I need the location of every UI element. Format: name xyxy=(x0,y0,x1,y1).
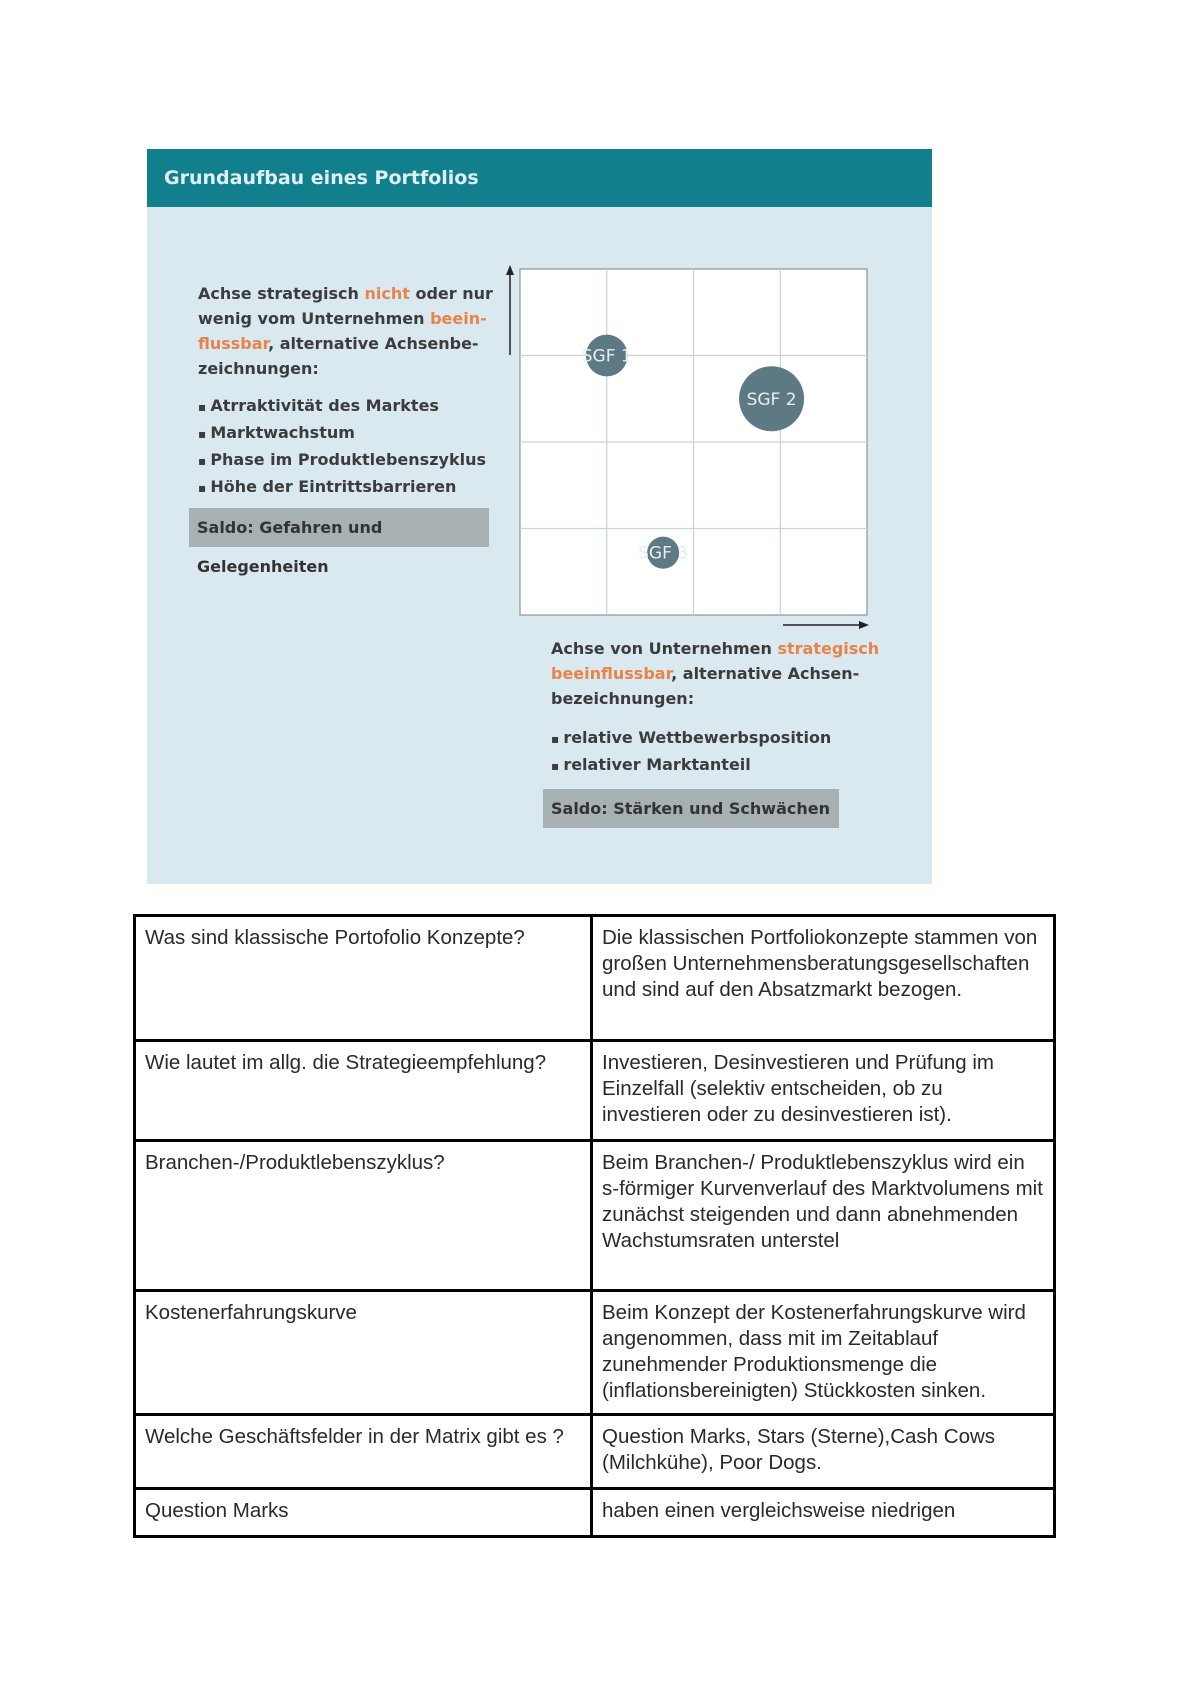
table-row xyxy=(135,1291,1055,1415)
y-axis-highlight-nicht: nicht xyxy=(364,284,410,303)
x-saldo-box: Saldo: Stärken und Schwächen xyxy=(543,789,839,828)
table-row xyxy=(135,1041,1055,1141)
y-axis-text-part1: Achse strategisch xyxy=(198,284,365,303)
list-item: ▪ Phase im Produktlebenszyklus xyxy=(198,447,486,474)
y-saldo-box: Saldo: Gefahren und Gelegenheiten xyxy=(189,508,489,547)
x-axis-description xyxy=(551,636,881,711)
list-item: ▪ Marktwachstum xyxy=(198,420,486,447)
question-cell: Question Marks xyxy=(135,1489,592,1537)
answer-cell: haben einen vergleichsweise niedrigen xyxy=(592,1489,1055,1537)
y-axis-text-part3: , alternative Achsenbe-zeichnungen: xyxy=(198,334,479,378)
answer-cell: Investieren, Desinvestieren und Prüfung im Einzelfall (selektiv entscheiden, ob zu investieren oder zu desinvestieren ist). xyxy=(592,1041,1055,1141)
answer-cell: Question Marks, Stars (Sterne),Cash Cows (Milchkühe), Poor Dogs. xyxy=(592,1415,1055,1489)
x-axis-highlight-strategisch: strategisch beeinflussbar xyxy=(551,639,880,683)
chart-grid xyxy=(520,269,867,615)
answer-cell: Beim Konzept der Kostenerfahrungskurve wird angenommen, dass mit im Zeitablauf zunehmender Produktionsmenge die (inflationsbereinigten) Stückkosten sinken. xyxy=(592,1291,1055,1415)
question-cell: Wie lautet im allg. die Strategieempfehlung? xyxy=(135,1041,592,1141)
table-row xyxy=(135,1415,1055,1489)
list-item: ▪ Höhe der Eintrittsbarrieren xyxy=(198,474,486,501)
table-row xyxy=(135,916,1055,1041)
question-cell: Branchen-/Produktlebenszyklus? xyxy=(135,1141,592,1291)
question-cell: Welche Geschäftsfelder in der Matrix gibt es ? xyxy=(135,1415,592,1489)
list-item: ▪ relative Wettbewerbsposition xyxy=(551,725,831,752)
bubble-label: SGF 3 xyxy=(638,543,689,564)
x-axis-text-part2: , alternative Achsen-bezeichnungen: xyxy=(551,664,860,708)
answer-cell: Die klassischen Portfoliokonzepte stammen von großen Unternehmensberatungsgesellschaften und sind auf den Absatzmarkt bezogen. xyxy=(592,916,1055,1041)
question-cell: Was sind klassische Portofolio Konzepte? xyxy=(135,916,592,1041)
x-axis-alternatives-list xyxy=(551,725,831,779)
portfolio-infographic xyxy=(147,149,932,884)
y-axis-text-part2: oder nur wenig vom Unternehmen xyxy=(198,284,493,328)
y-axis-highlight-beeinflussbar: beein-flussbar xyxy=(198,309,487,353)
infographic-title: Grundaufbau eines Portfolios xyxy=(147,149,932,207)
table-row xyxy=(135,1141,1055,1291)
x-axis-text-part1: Achse von Unternehmen xyxy=(551,639,778,658)
table-row xyxy=(135,1489,1055,1537)
question-cell: Kostenerfahrungskurve xyxy=(135,1291,592,1415)
answer-cell: Beim Branchen-/ Produktlebenszyklus wird ein s-förmiger Kurvenverlauf des Marktvolumens mit zunächst steigenden und dann abnehmenden Wachstumsraten unterstel xyxy=(592,1141,1055,1291)
x-axis-arrow-head xyxy=(859,621,869,629)
list-item: ▪ relativer Marktanteil xyxy=(551,752,831,779)
list-item: ▪ Atrraktivität des Marktes xyxy=(198,393,486,420)
bubble-label: SGF 2 xyxy=(746,389,797,410)
y-axis-arrow-head xyxy=(506,265,514,275)
qa-table xyxy=(133,914,1056,1538)
bubble-label: SGF 1 xyxy=(581,346,632,367)
